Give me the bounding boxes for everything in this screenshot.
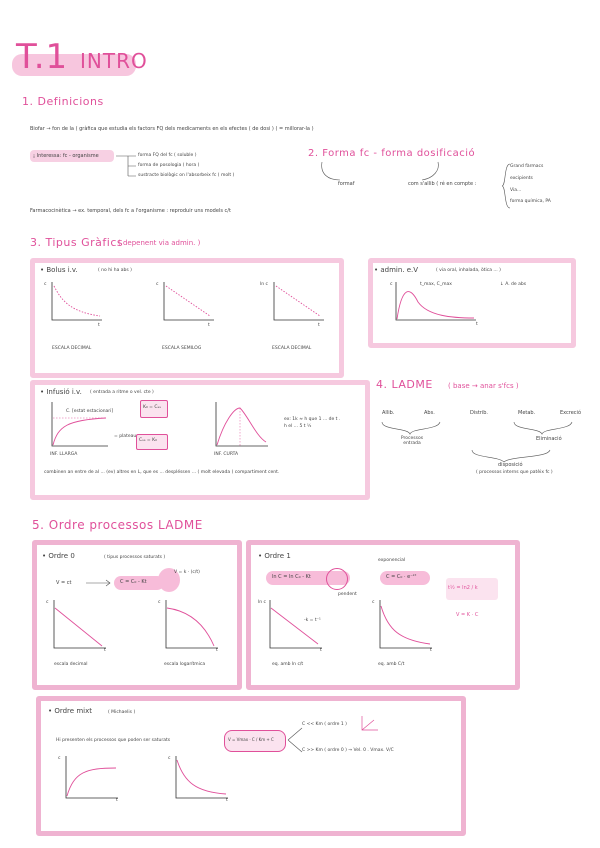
- biofar-definition: Biofar → fon de la ( gràfica que estudia els factors FQ dels medicaments en els efectes ( de dosi ) ( = millorar-la ): [30, 126, 314, 132]
- ordre0-chart-2: [162, 600, 222, 656]
- section2-mid: com s'allib ( ré en compte :: [408, 181, 477, 187]
- mixt-y-1: c: [58, 756, 61, 761]
- mixt-chart-2: [172, 756, 232, 806]
- infusio-plateau-note: = plateau: [114, 434, 137, 439]
- infusio-note: ( entrada a ritme o vel. cte ): [90, 390, 154, 395]
- section2-item-3: Via...: [510, 188, 522, 193]
- ordre1-tag: exponencial: [378, 558, 406, 563]
- ev-x: t: [476, 322, 478, 327]
- infusio-formula-2: Cₛₛ = K₀: [139, 438, 157, 443]
- ordre0-x-1: t: [104, 648, 106, 653]
- section2-item-1: Grand fàrmacs: [510, 164, 544, 169]
- section2-arrows: [318, 160, 498, 200]
- ladme-item-5: Excreció: [560, 410, 581, 416]
- ev-side-note: ↓ A. de abs: [500, 282, 527, 287]
- ordre0-note: ( tipus processos saturats ): [104, 555, 166, 560]
- section4-subtitle: ( base → anar s'fcs ): [448, 382, 519, 390]
- ordre1-eq-pill-text: ln C = ln C₀ - Kt: [272, 574, 311, 580]
- ordre0-eq-pill-text: C = C₀ - Kt: [120, 579, 147, 585]
- infusio-caption-2: INF. CURTA: [214, 452, 239, 457]
- section2-item-2: excipients: [510, 176, 533, 181]
- ordre0-label: • Ordre 0: [42, 552, 75, 560]
- ordre1-caption-2: eq. amb C/t: [378, 662, 405, 667]
- ordre1-chart-1: [266, 600, 326, 656]
- mixt-x-1: t: [116, 798, 118, 803]
- infusio-bottom-note: combinen an entre de al ... (ev) altres en L, que es ... despléssen ... ( molt elevada ) compartiment cent.: [44, 470, 280, 475]
- page-title: [16, 37, 148, 77]
- ordre1-slope: -k = t⁻¹: [304, 618, 321, 623]
- section2-left: formaf: [338, 181, 355, 187]
- ev-note: ( via oral, inhalada, òtica ... ): [436, 268, 501, 273]
- mixt-eq: V = Vmax · C / Km + C: [228, 737, 274, 742]
- ev-annotation: t_max, C_max: [420, 282, 452, 287]
- section2-title: 2. Forma fc - forma dosificació: [308, 148, 476, 159]
- ordre0-chart-1: [50, 600, 110, 656]
- mixt-x-2: t: [226, 798, 228, 803]
- bolus-x-1: t: [98, 323, 100, 328]
- bolus-caption-1: ESCALA DECIMAL: [52, 346, 92, 351]
- mixt-label: • Ordre mixt: [48, 707, 92, 715]
- ordre1-speed: V = K · C: [456, 612, 479, 618]
- ev-y: c: [390, 282, 393, 287]
- ordre1-tag2: pendent: [338, 592, 357, 597]
- infusio-chart-2: [212, 402, 272, 454]
- ladme-item-4: Metab.: [518, 410, 536, 416]
- ladme-group-1: Processos entrada: [400, 436, 424, 446]
- ordre1-x-2: t: [430, 648, 432, 653]
- mixt-case-2: C >> Km ( ordre 0 ) → Vel. 0 . Vmax. V/C: [302, 748, 394, 753]
- section1-title: 1. Definicions: [22, 95, 104, 108]
- bolus-y-2: c: [156, 282, 159, 287]
- infusio-state-label: C. [estat estacionari]: [66, 409, 114, 414]
- interessa-item-2: forma de posologia ( hora ): [138, 163, 200, 168]
- interessa-item-1: forma FQ del fc ( soluble ): [138, 153, 197, 158]
- mixt-case-1-graph: [360, 716, 380, 732]
- ladme-group-2: Eliminació: [536, 436, 562, 442]
- title-number: T.1: [16, 37, 69, 77]
- section2-brace: [500, 162, 512, 212]
- farmaco-definition: Farmacocinètica → ex. temporal, dels fc a l'organisme : reproduir uns models c/t: [30, 208, 231, 214]
- ladme-item-2: Abs.: [424, 410, 435, 416]
- ordre0-eq-left: V = ct: [56, 580, 72, 586]
- infusio-formula-1: K₀ = Cₛₛ: [143, 405, 161, 410]
- ordre1-halflife: t½ = ln2 / k: [448, 585, 478, 591]
- ladme-group-3: disposició: [498, 462, 523, 468]
- ordre0-y-1: c: [46, 600, 49, 605]
- mixt-case-1: C << Km ( ordre 1 ): [302, 722, 347, 727]
- infusio-label: • Infusió i.v.: [40, 388, 82, 396]
- bolus-y-3: ln c: [260, 282, 269, 287]
- ordre0-caption-2: escala logarítmica: [164, 662, 206, 667]
- mixt-chart-1: [62, 756, 122, 806]
- ordre0-x-2: t: [216, 648, 218, 653]
- infusio-caption-1: INF. LLARGA: [50, 452, 78, 457]
- ordre0-eq-note: V = k · (c/t): [174, 570, 200, 575]
- ev-label: • admin. e.V: [374, 266, 419, 274]
- ordre1-circle: [326, 568, 348, 590]
- bolus-label: • Bolus i.v.: [40, 266, 78, 274]
- ordre1-y-2: c: [372, 600, 375, 605]
- section2-item-4: forma química, PA: [510, 199, 551, 204]
- bolus-chart-3: [270, 282, 330, 332]
- section5-title: 5. Ordre processos LADME: [32, 518, 203, 532]
- bolus-caption-3: ESCALA DECIMAL: [272, 346, 312, 351]
- section3-subtitle: ( depenent via admin. ): [118, 239, 201, 247]
- infusio-side-note: ex: 1k ≈ h que 1 ... de t . h el ... 5 t ½: [284, 417, 341, 429]
- ordre1-eq-pill2-text: C = C₀ · e⁻ᵏᵗ: [386, 574, 417, 580]
- ordre1-label: • Ordre 1: [258, 552, 291, 560]
- title-word: INTRO: [80, 49, 148, 73]
- section4-title: 4. LADME: [376, 378, 433, 391]
- ordre1-chart-2: [376, 600, 436, 656]
- interessa-label: ¡ Interessa: fc - organisme: [33, 153, 99, 159]
- bolus-x-3: t: [318, 323, 320, 328]
- ladme-item-1: Allib.: [382, 410, 395, 416]
- ladme-item-3: Distrib.: [470, 410, 489, 416]
- ordre0-arrow: [84, 579, 114, 587]
- mixt-note: ( Michaelis ): [108, 710, 136, 715]
- ev-chart: [392, 282, 482, 330]
- section3-title: 3. Tipus Gràfics: [30, 236, 124, 249]
- mixt-text: Hi presenten els processos que poden ser saturats: [56, 738, 171, 743]
- bolus-chart-2: [160, 282, 220, 332]
- bolus-y-1: c: [44, 282, 47, 287]
- ladme-group-3-note: ( processos interns que patèix fc ): [476, 470, 553, 475]
- ordre0-caption-1: escala decimal: [54, 662, 88, 667]
- bolus-caption-2: ESCALA SEMILOG: [162, 346, 202, 351]
- bolus-note: ( no hi ha abs ): [98, 268, 132, 273]
- bolus-x-2: t: [208, 323, 210, 328]
- ordre0-y-2: c: [158, 600, 161, 605]
- ordre1-y-1: ln c: [258, 600, 267, 605]
- ordre1-caption-1: eq. amb ln c/t: [272, 662, 304, 667]
- interessa-item-3: sustracte biològic on l'absorbeix fc ( molt ): [138, 173, 235, 178]
- ordre1-x-1: t: [320, 648, 322, 653]
- mixt-y-2: c: [168, 756, 171, 761]
